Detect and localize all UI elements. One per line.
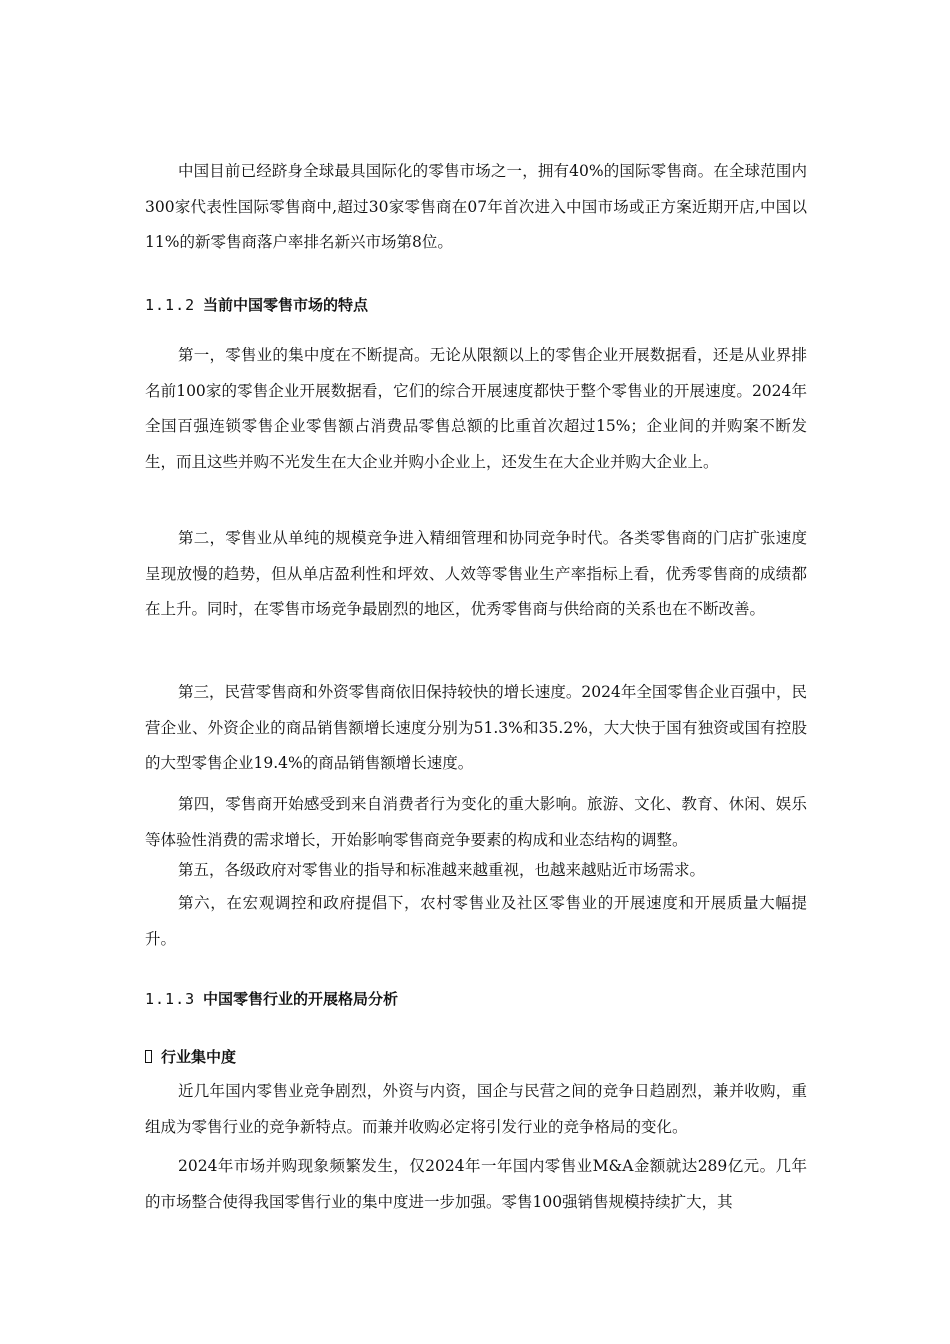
paragraph-point-6: 第六，在宏观调控和政府提倡下，农村零售业及社区零售业的开展速度和开展质量大幅提升。 xyxy=(145,894,807,948)
section-title: 当前中国零售市场的特点 xyxy=(203,296,369,314)
paragraph-intro: 中国目前已经跻身全球最具国际化的零售市场之一，拥有40%的国际零售商。在全球范围内300家代表性国际零售商中,超过30家零售商在07年首次进入中国市场或正方案近期开店,中国以11%的新零售商落户率排名新兴市场第8位。 xyxy=(145,162,807,251)
paragraph-point-5: 第五，各级政府对零售业的指导和标准越来越重视，也越来越贴近市场需求。 xyxy=(178,861,706,879)
paragraph-point-4: 第四，零售商开始感受到来自消费者行为变化的重大影响。旅游、文化、教育、休闲、娱乐等体验性消费的需求增长，开始影响零售商竞争要素的构成和业态结构的调整。 xyxy=(145,795,807,849)
section-number: 1.1.2 xyxy=(145,296,196,314)
paragraph-concentration-1: 近几年国内零售业竞争剧烈，外资与内资，国企与民营之间的竞争日趋剧烈，兼并收购，重组成为零售行业的竞争新特点。而兼并收购必定将引发行业的竞争格局的变化。 xyxy=(145,1082,807,1136)
section-heading-1-1-2 xyxy=(145,294,368,315)
section-number: 1.1.3 xyxy=(145,990,196,1008)
paragraph-concentration-2: 2024年市场并购现象频繁发生，仅2024年一年国内零售业M&A金额就达289亿元。几年的市场整合使得我国零售行业的集中度进一步加强。零售100强销售规模持续扩大，其 xyxy=(145,1157,807,1211)
paragraph-point-1: 第一，零售业的集中度在不断提高。无论从限额以上的零售企业开展数据看，还是从业界排名前100家的零售企业开展数据看，它们的综合开展速度都快于整个零售业的开展速度。2024年全国百强连锁零售企业零售额占消费品零售总额的比重首次超过15%；企业间的并购案不断发生，而且这些并购不光发生在大企业并购小企业上，还发生在大企业并购大企业上。 xyxy=(145,346,807,471)
section-title: 中国零售行业的开展格局分析 xyxy=(203,990,399,1008)
section-heading-1-1-3 xyxy=(145,988,398,1009)
subheading-title: 行业集中度 xyxy=(161,1048,237,1066)
paragraph-point-3: 第三，民营零售商和外资零售商依旧保持较快的增长速度。2024年全国零售企业百强中，民营企业、外资企业的商品销售额增长速度分别为51.3%和35.2%，大大快于国有独资或国有控股的大型零售企业19.4%的商品销售额增长速度。 xyxy=(145,683,807,772)
paragraph-point-2: 第二，零售业从单纯的规模竞争进入精细管理和协同竞争时代。各类零售商的门店扩张速度呈现放慢的趋势，但从单店盈利性和坪效、人效等零售业生产率指标上看，优秀零售商的成绩都在上升。同时，在零售市场竞争最剧烈的地区，优秀零售商与供给商的关系也在不断改善。 xyxy=(145,529,807,618)
subheading-concentration xyxy=(145,1046,236,1067)
square-bullet-icon xyxy=(145,1050,152,1063)
